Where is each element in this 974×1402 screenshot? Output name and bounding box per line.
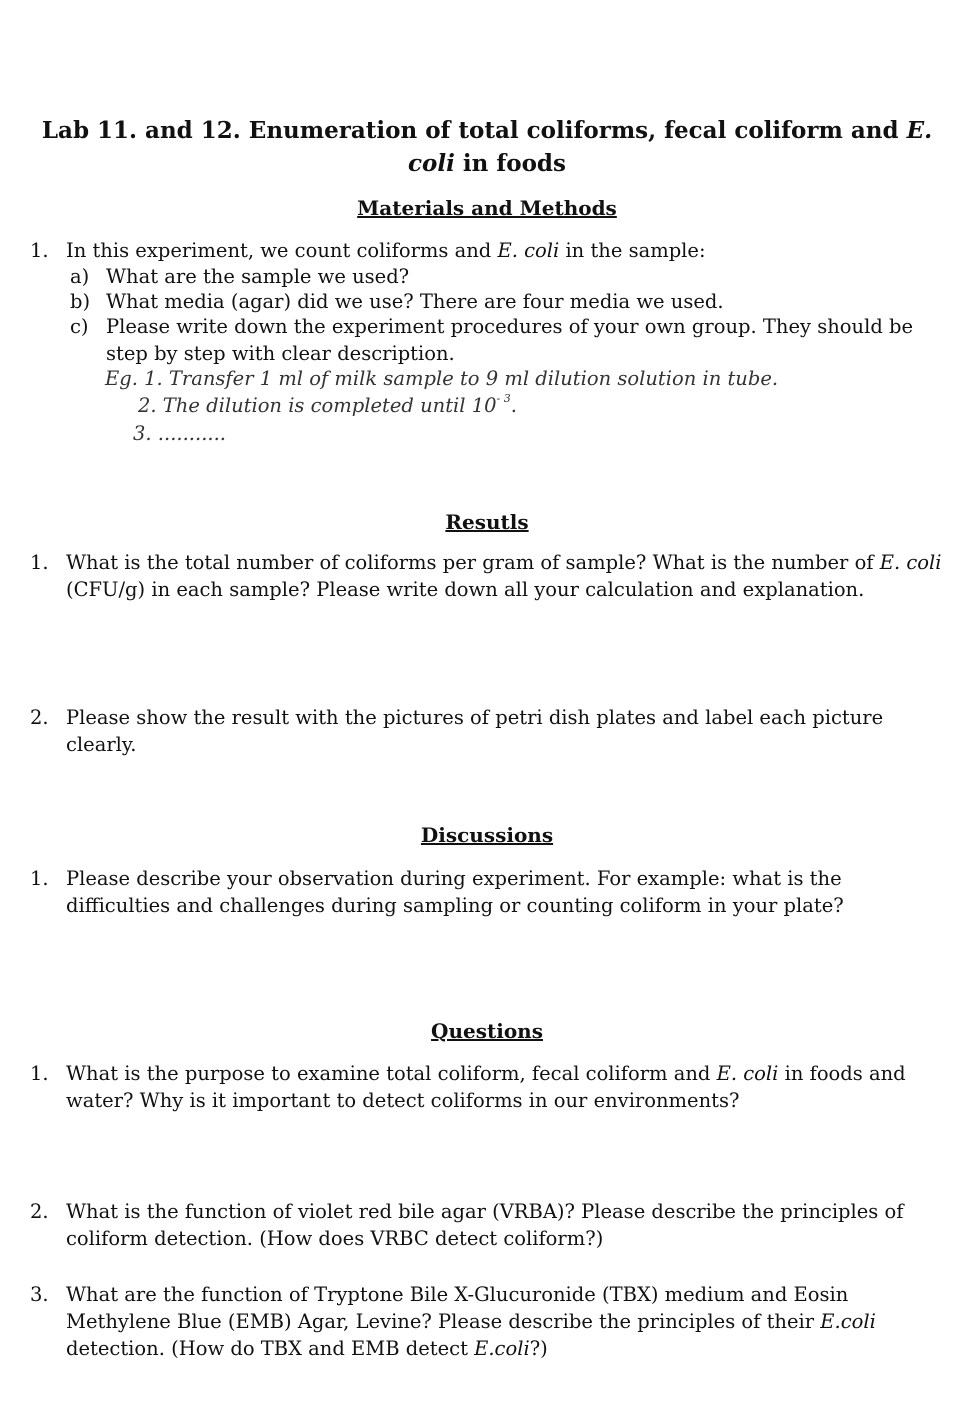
- question-number: 1.: [30, 239, 49, 262]
- results-heading: Resutls: [445, 510, 529, 534]
- example-step-3: 3. ...........: [133, 422, 226, 445]
- question-text: In this experiment, we count coliforms and E. coli in the sample:: [66, 239, 706, 262]
- example-step-2: 2. The dilution is completed until $10^{- 3}$.: [138, 392, 517, 417]
- questions-heading: Questions: [431, 1019, 543, 1043]
- title-italic: E. coli: [408, 117, 933, 177]
- materials-heading: Materials and Methods: [357, 196, 617, 220]
- document-page: Lab 11. and 12. Enumeration of total coliforms, fecal coliform and E. coli in foods Materials and Methods 1. In this experiment, we count coliforms and E. coli in the sample: a) What are the sample we used? b) What media (agar) did we use? There are four media we used. c) Please write down the experiment procedures of your own group. They should be step by step with clear description. Eg. 1. Transfer 1 ml of milk sample to 9 ml dilution solution in tube. 2. The dilution is completed until $10^{- 3}$. 3. ........... Resutls 1. What is the total number of coliforms per gram of sample? What is the number of E. coli (CFU/g) in each sample? Please write down all your calculation and explanation. 2. Please show the result with the pictures of petri dish plates and label each picture clearly. Discussions 1. Please describe your observation during experiment. For example: what is the difficulties and challenges during sampling or counting coliform in your plate? Questions 1. What is the purpose to examine total coliform, fecal coliform and E. coli in foods and water? Why is it important to detect coliforms in our environments? 2. What is the function of violet red bile agar (VRBA)? Please describe the principles of coliform detection. (How does VRBC detect coliform?) 3. What are the function of Tryptone Bile X-Glucuronide (TBX) medium and Eosin Methylene Blue (EMB) Agar, Levine? Please describe the principles of their E.coli detection. (How do TBX and EMB detect E.coli?): [0, 0, 974, 1402]
- example-step-1: Eg. 1. Transfer 1 ml of milk sample to 9 ml dilution solution in tube.: [105, 367, 779, 390]
- document-title: Lab 11. and 12. Enumeration of total coliforms, fecal coliform and E. coli in foods: [41, 117, 933, 177]
- discussions-heading: Discussions: [420, 823, 554, 847]
